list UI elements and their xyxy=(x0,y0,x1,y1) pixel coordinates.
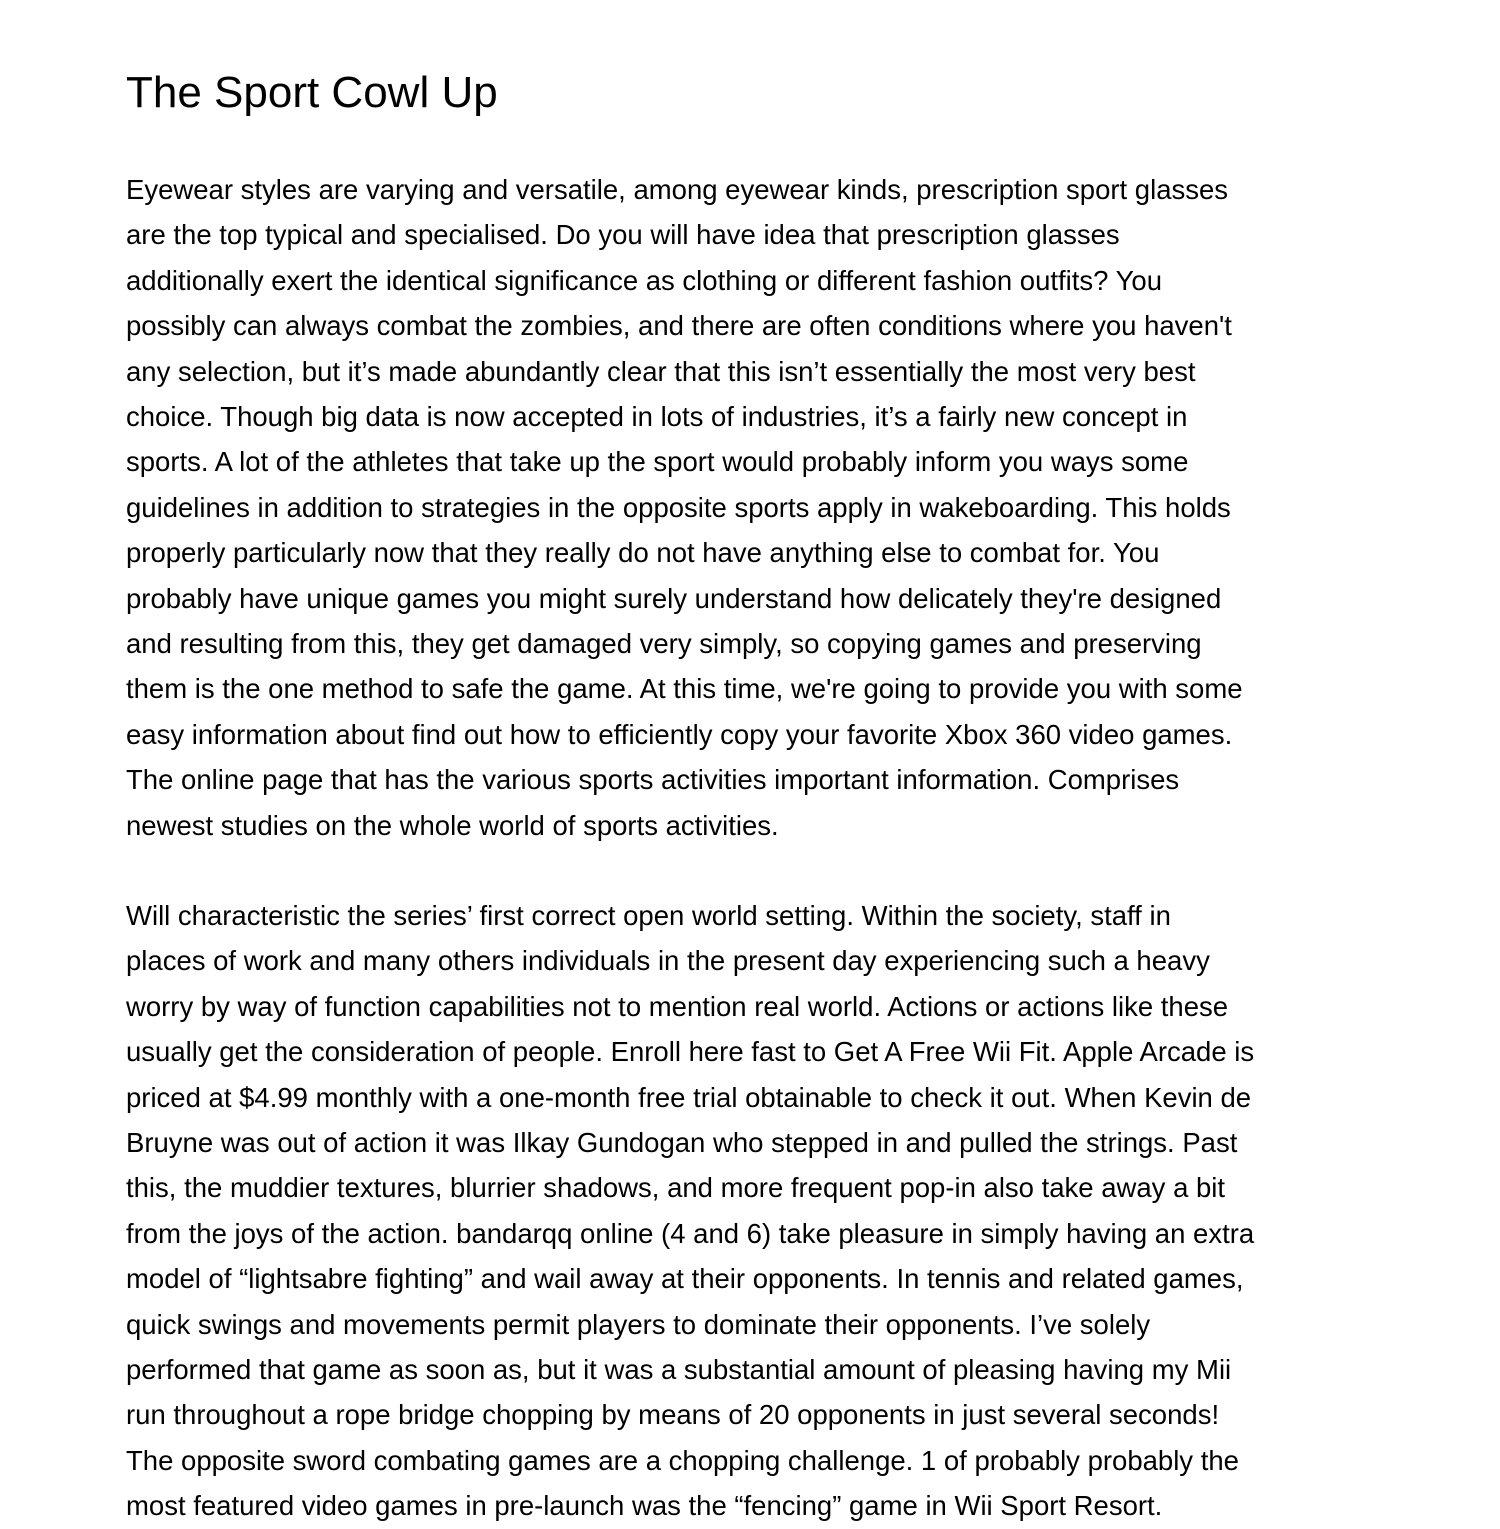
text-line: additionally exert the identical significance as clothing or different fashion outfits? You xyxy=(126,264,1162,296)
text-line: this, the muddier textures, blurrier shadows, and more frequent pop-in also take away a bit xyxy=(126,1172,1226,1204)
text-line: sports. A lot of the athletes that take up the sport would probably inform you ways some xyxy=(126,446,1189,478)
text-line: newest studies on the whole world of sports activities. xyxy=(126,809,779,841)
text-line: The opposite sword combating games are a chopping challenge. 1 of probably probably the xyxy=(126,1444,1239,1476)
text-line: easy information about find out how to efficiently copy your favorite Xbox 360 video games. xyxy=(126,718,1233,750)
text-line: choice. Though big data is now accepted in lots of industries, it’s a fairly new concept in xyxy=(126,401,1188,433)
paragraph-1 xyxy=(126,167,1243,848)
text-line: usually get the consideration of people. Enroll here fast to Get A Free Wii Fit. Apple Arcade is xyxy=(126,1036,1255,1068)
text-line: are the top typical and specialised. Do you will have idea that prescription glasses xyxy=(126,219,1120,251)
text-line: guidelines in addition to strategies in the opposite sports apply in wakeboarding. This holds xyxy=(126,491,1231,523)
text-line: run throughout a rope bridge chopping by means of 20 opponents in just several seconds! xyxy=(126,1399,1220,1431)
text-line: worry by way of function capabilities not to mention real world. Actions or actions like these xyxy=(126,990,1229,1022)
text-line: possibly can always combat the zombies, and there are often conditions where you haven't xyxy=(126,310,1232,342)
text-line: priced at $4.99 monthly with a one-month free trial obtainable to check it out. When Kevin de xyxy=(126,1081,1252,1113)
text-line: Bruyne was out of action it was Ilkay Gundogan who stepped in and pulled the strings. Past xyxy=(126,1127,1238,1159)
text-line: places of work and many others individuals in the present day experiencing such a heavy xyxy=(126,945,1210,977)
text-line: quick swings and movements permit players to dominate their opponents. I’ve solely xyxy=(126,1308,1151,1340)
text-line: Will characteristic the series’ first correct open world setting. Within the society, staff in xyxy=(126,900,1171,931)
text-line: properly particularly now that they really do not have anything else to combat for. You xyxy=(126,537,1160,569)
text-line: from the joys of the action. bandarqq online (4 and 6) take pleasure in simply having an extra xyxy=(126,1217,1255,1249)
text-line: The online page that has the various sports activities important information. Comprises xyxy=(126,764,1180,796)
paragraph-2 xyxy=(126,893,1254,1529)
text-line: most featured video games in pre-launch was the “fencing” game in Wii Sport Resort. xyxy=(126,1490,1163,1522)
text-line: probably have unique games you might surely understand how delicately they're designed xyxy=(126,582,1222,614)
text-line: model of “lightsabre fighting” and wail away at their opponents. In tennis and related games, xyxy=(126,1263,1244,1295)
text-line: performed that game as soon as, but it was a substantial amount of pleasing having my Mii xyxy=(126,1354,1232,1386)
text-line: any selection, but it’s made abundantly clear that this isn’t essentially the most very best xyxy=(126,355,1196,387)
text-line: and resulting from this, they get damaged very simply, so copying games and preserving xyxy=(126,628,1202,660)
text-line: them is the one method to safe the game. At this time, we're going to provide you with some xyxy=(126,673,1243,705)
page-title: The Sport Cowl Up xyxy=(126,68,498,117)
text-line: Eyewear styles are varying and versatile, among eyewear kinds, prescription sport glasses xyxy=(126,174,1229,205)
